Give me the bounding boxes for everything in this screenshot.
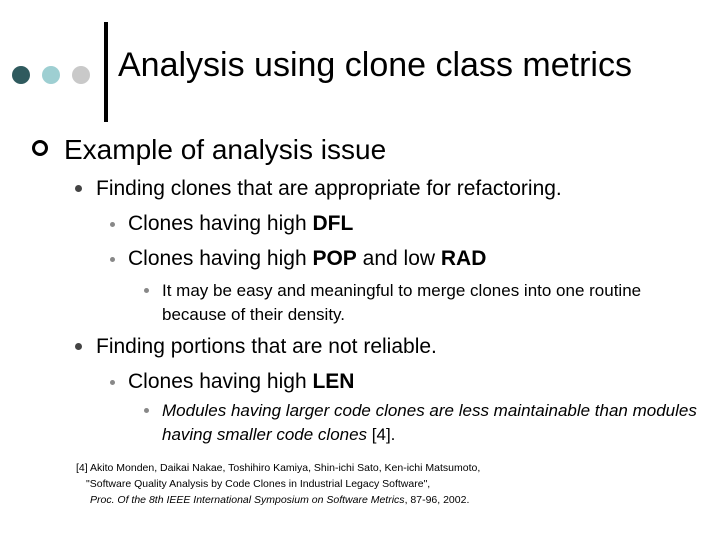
- reference: [76, 460, 480, 508]
- item1-text: Finding clones that are appropriate for refactoring.: [96, 177, 562, 200]
- bullet-level2-item2: [96, 335, 437, 359]
- dot-icon-gray: [72, 66, 90, 84]
- bullet-level3-pop-rad: [128, 247, 486, 271]
- item1-sub2-mid: and low: [356, 247, 441, 270]
- metric-len: LEN: [312, 370, 355, 393]
- dot-bullet-icon: [75, 343, 82, 350]
- dot-bullet-icon: [110, 222, 115, 227]
- bullet-level4-density-note: [162, 279, 662, 327]
- reference-proceedings: Proc. Of the 8th IEEE International Symposium on Software Metrics: [90, 494, 405, 506]
- title-divider: [104, 22, 108, 122]
- slide-title: Analysis using clone class metrics: [118, 46, 632, 84]
- metric-pop: POP: [312, 247, 357, 270]
- bullet-level1: [64, 134, 386, 166]
- density-note-text: It may be easy and meaningful to merge clones into one routine because of their density.: [162, 281, 642, 324]
- reference-line2: "Software Quality Analysis by Code Clones in Industrial Legacy Software",: [86, 478, 431, 490]
- dot-bullet-icon: [110, 380, 115, 385]
- bullet-level3-dfl: [128, 212, 353, 236]
- reference-pages: , 87-96, 2002.: [404, 494, 470, 506]
- dot-icon-teal: [42, 66, 60, 84]
- maintainability-note-text: Modules having larger code clones are less maintainable than modules having smaller code clones: [162, 401, 697, 444]
- dot-bullet-icon: [144, 408, 149, 413]
- heading-text: Example of analysis issue: [64, 134, 387, 165]
- dot-bullet-icon: [110, 257, 115, 262]
- dot-bullet-icon: [144, 288, 149, 293]
- reference-line1: [4] Akito Monden, Daikai Nakae, Toshihiro Kamiya, Shin-ichi Sato, Ken-ichi Matsumoto,: [76, 462, 481, 474]
- metric-dfl: DFL: [312, 212, 354, 235]
- item2-text: Finding portions that are not reliable.: [96, 335, 437, 358]
- dot-bullet-icon: [75, 185, 82, 192]
- ring-bullet-icon: [32, 140, 48, 156]
- bullet-level4-maintainability-note: [162, 399, 697, 447]
- item1-sub2-pre: Clones having high: [128, 247, 313, 270]
- dot-icon-dark: [12, 66, 30, 84]
- citation-marker: [4].: [367, 425, 396, 444]
- bullet-level3-len: [128, 370, 354, 394]
- reference-line3: [76, 492, 480, 508]
- bullet-level2-item1: [96, 177, 562, 201]
- item2-sub1-pre: Clones having high: [128, 370, 313, 393]
- item1-sub1-pre: Clones having high: [128, 212, 313, 235]
- metric-rad: RAD: [440, 247, 487, 270]
